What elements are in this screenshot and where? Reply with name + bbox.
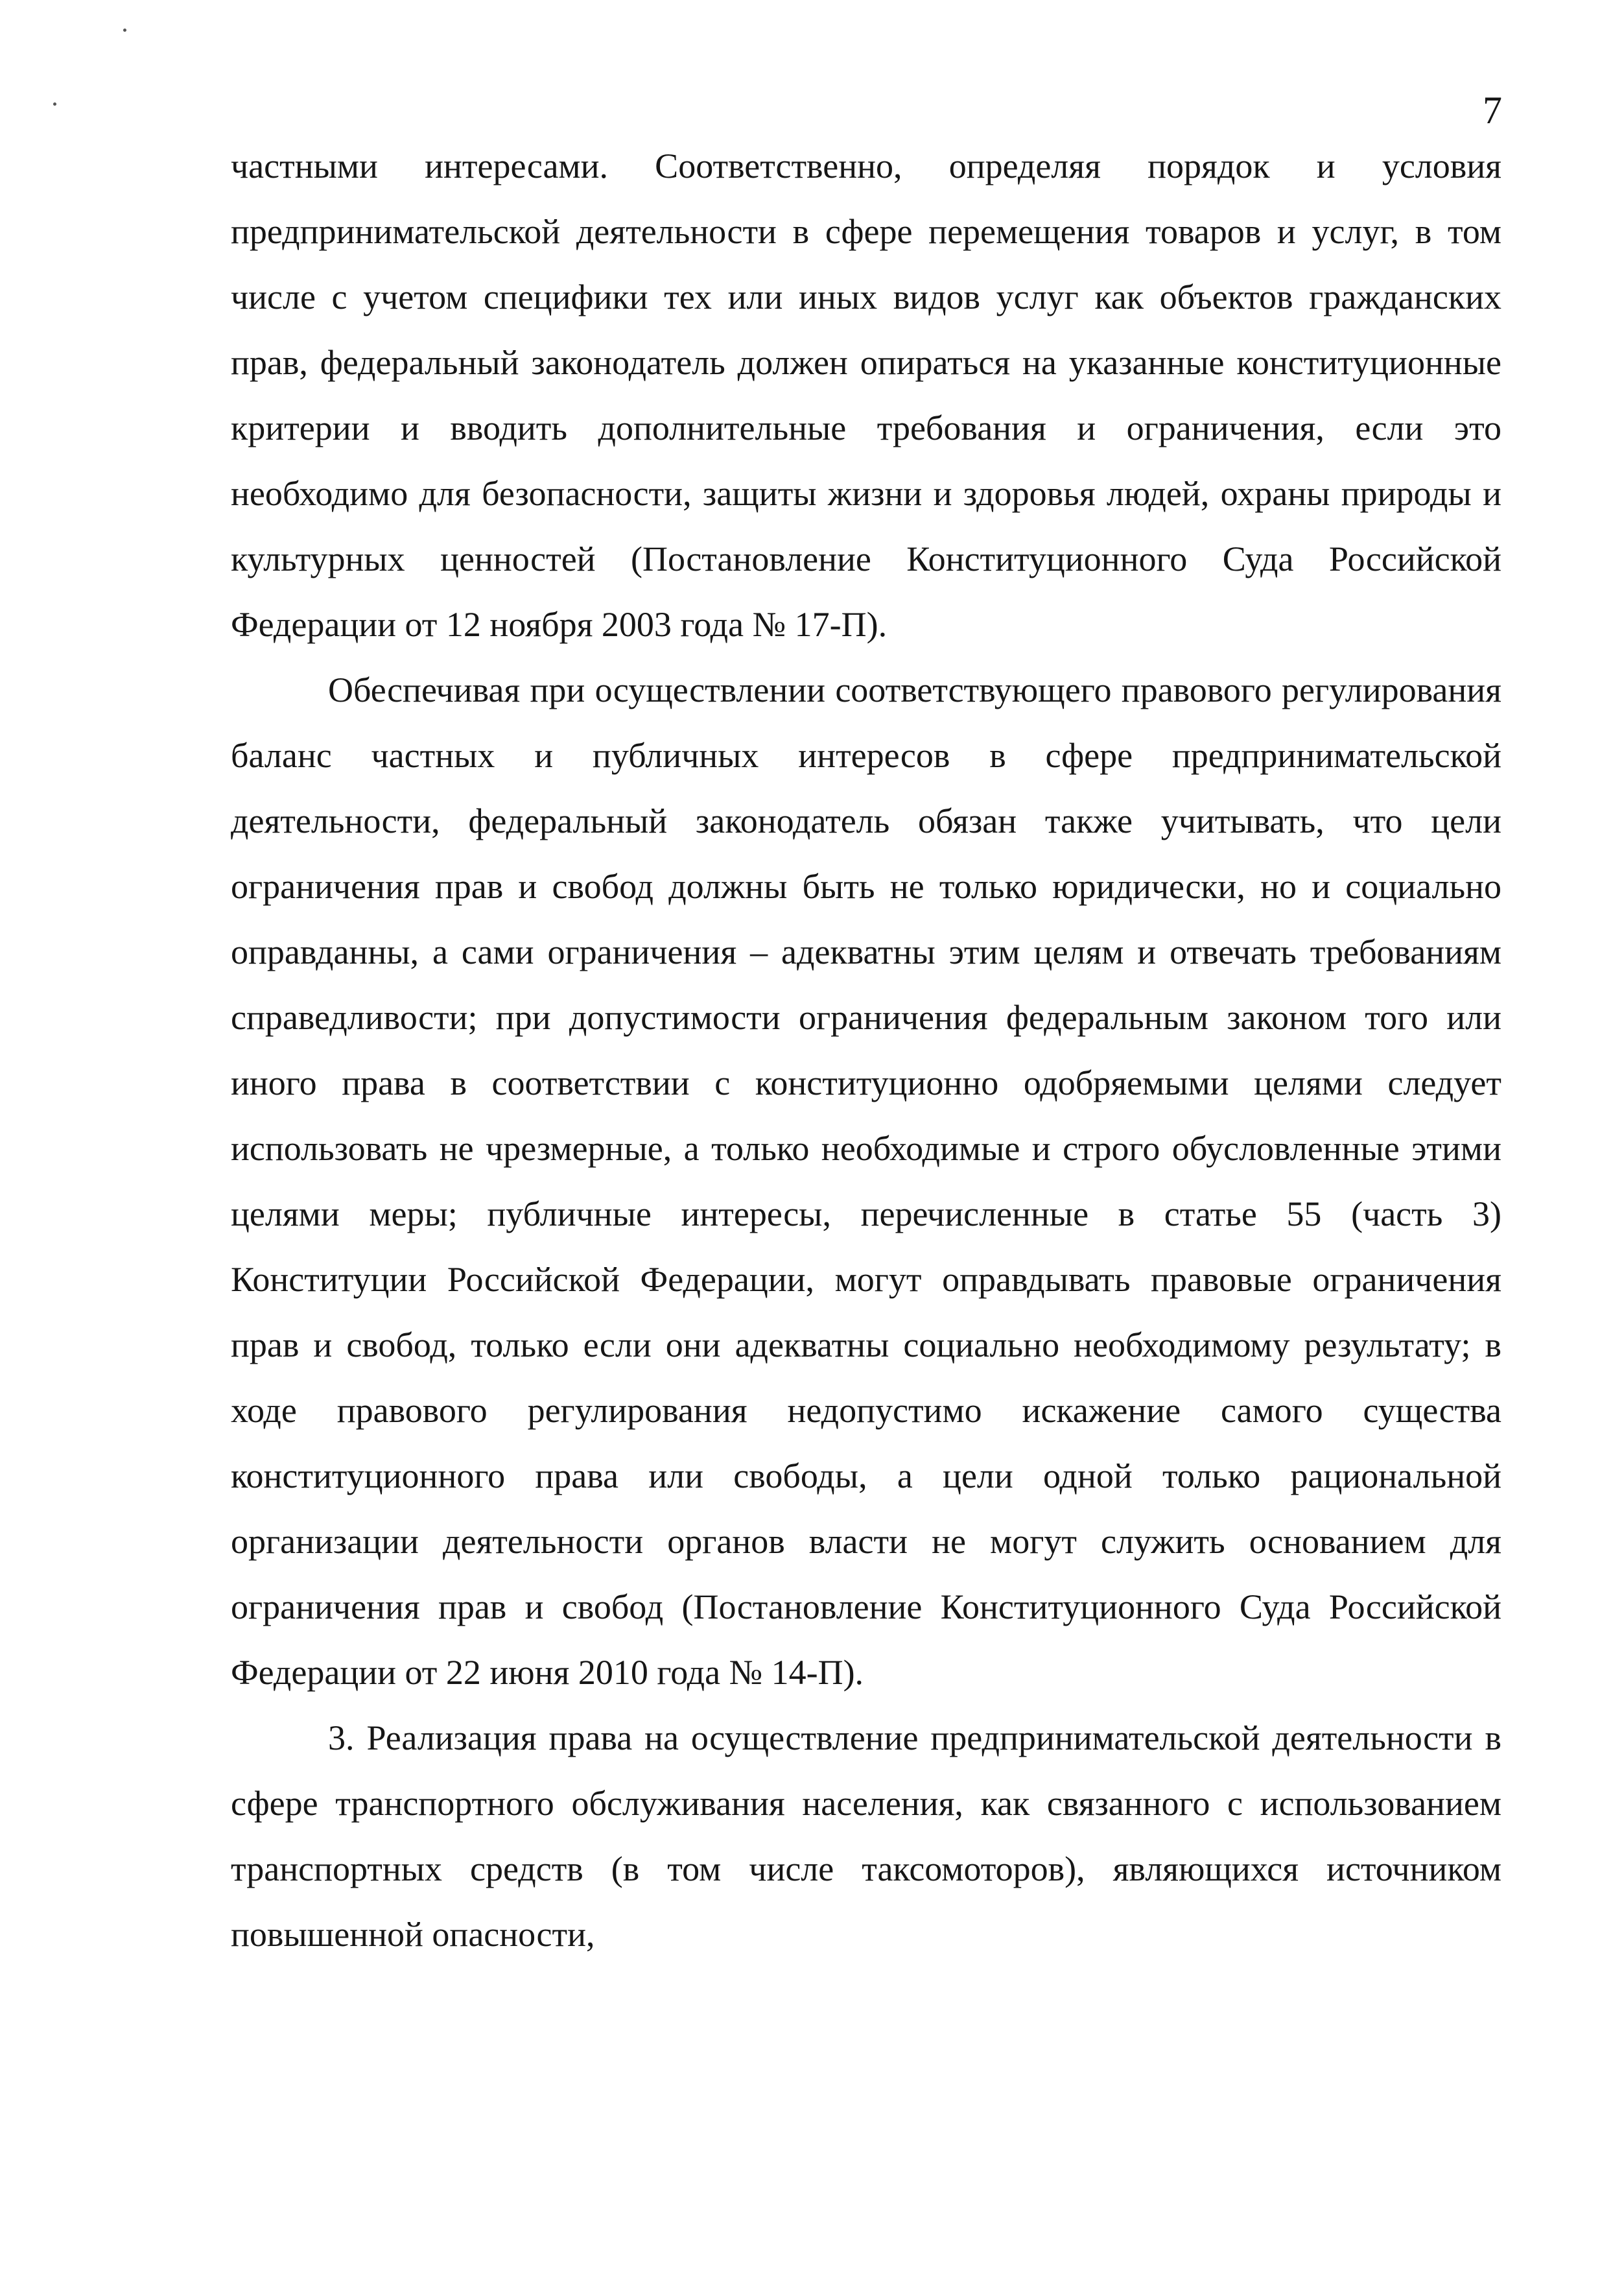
scan-speck <box>53 102 56 106</box>
page-number: 7 <box>1483 89 1502 132</box>
paragraph-1: частными интересами. Соответственно, определяя порядок и условия предпринимательской деятельности в сфере перемещения товаров и услуг, в том числе с учетом специфики тех или иных видов услуг как объектов гражданских прав, федеральный законодатель должен опираться на указанные конституционные критерии и вводить дополнительные требования и ограничения, если это необходимо для безопасности, защиты жизни и здоровья людей, охраны природы и культурных ценностей (Постановление Конституционного Суда Российской Федерации от 12 ноября 2003 года № 17-П). <box>231 147 1501 644</box>
scan-speck <box>123 29 126 32</box>
document-body <box>231 134 1501 1967</box>
paragraph-3: 3. Реализация права на осуществление предпринимательской деятельности в сфере транспортного обслуживания населения, как связанного с использованием транспортных средств (в том числе таксомоторов), являющихся источником повышенной опасности, <box>231 1718 1501 1954</box>
paragraph-2: Обеспечивая при осуществлении соответствующего правового регулирования баланс частных и публичных интересов в сфере предпринимательской деятельности, федеральный законодатель обязан также учитывать, что цели ограничения прав и свобод должны быть не только юридически, но и социально оправданны, а сами ограничения – адекватны этим целям и отвечать требованиям справедливости; при допустимости ограничения федеральным законом того или иного права в соответствии с конституционно одобряемыми целями следует использовать не чрезмерные, а только необходимые и строго обусловленные этими целями меры; публичные интересы, перечисленные в статье 55 (часть 3) Конституции Российской Федерации, могут оправдывать правовые ограничения прав и свобод, только если они адекватны социально необходимому результату; в ходе правового регулирования недопустимо искажение самого существа конституционного права или свободы, а цели одной только рациональной организации деятельности органов власти не могут служить основанием для ограничения прав и свобод (Постановление Конституционного Суда Российской Федерации от 22 июня 2010 года № 14-П). <box>231 670 1501 1692</box>
